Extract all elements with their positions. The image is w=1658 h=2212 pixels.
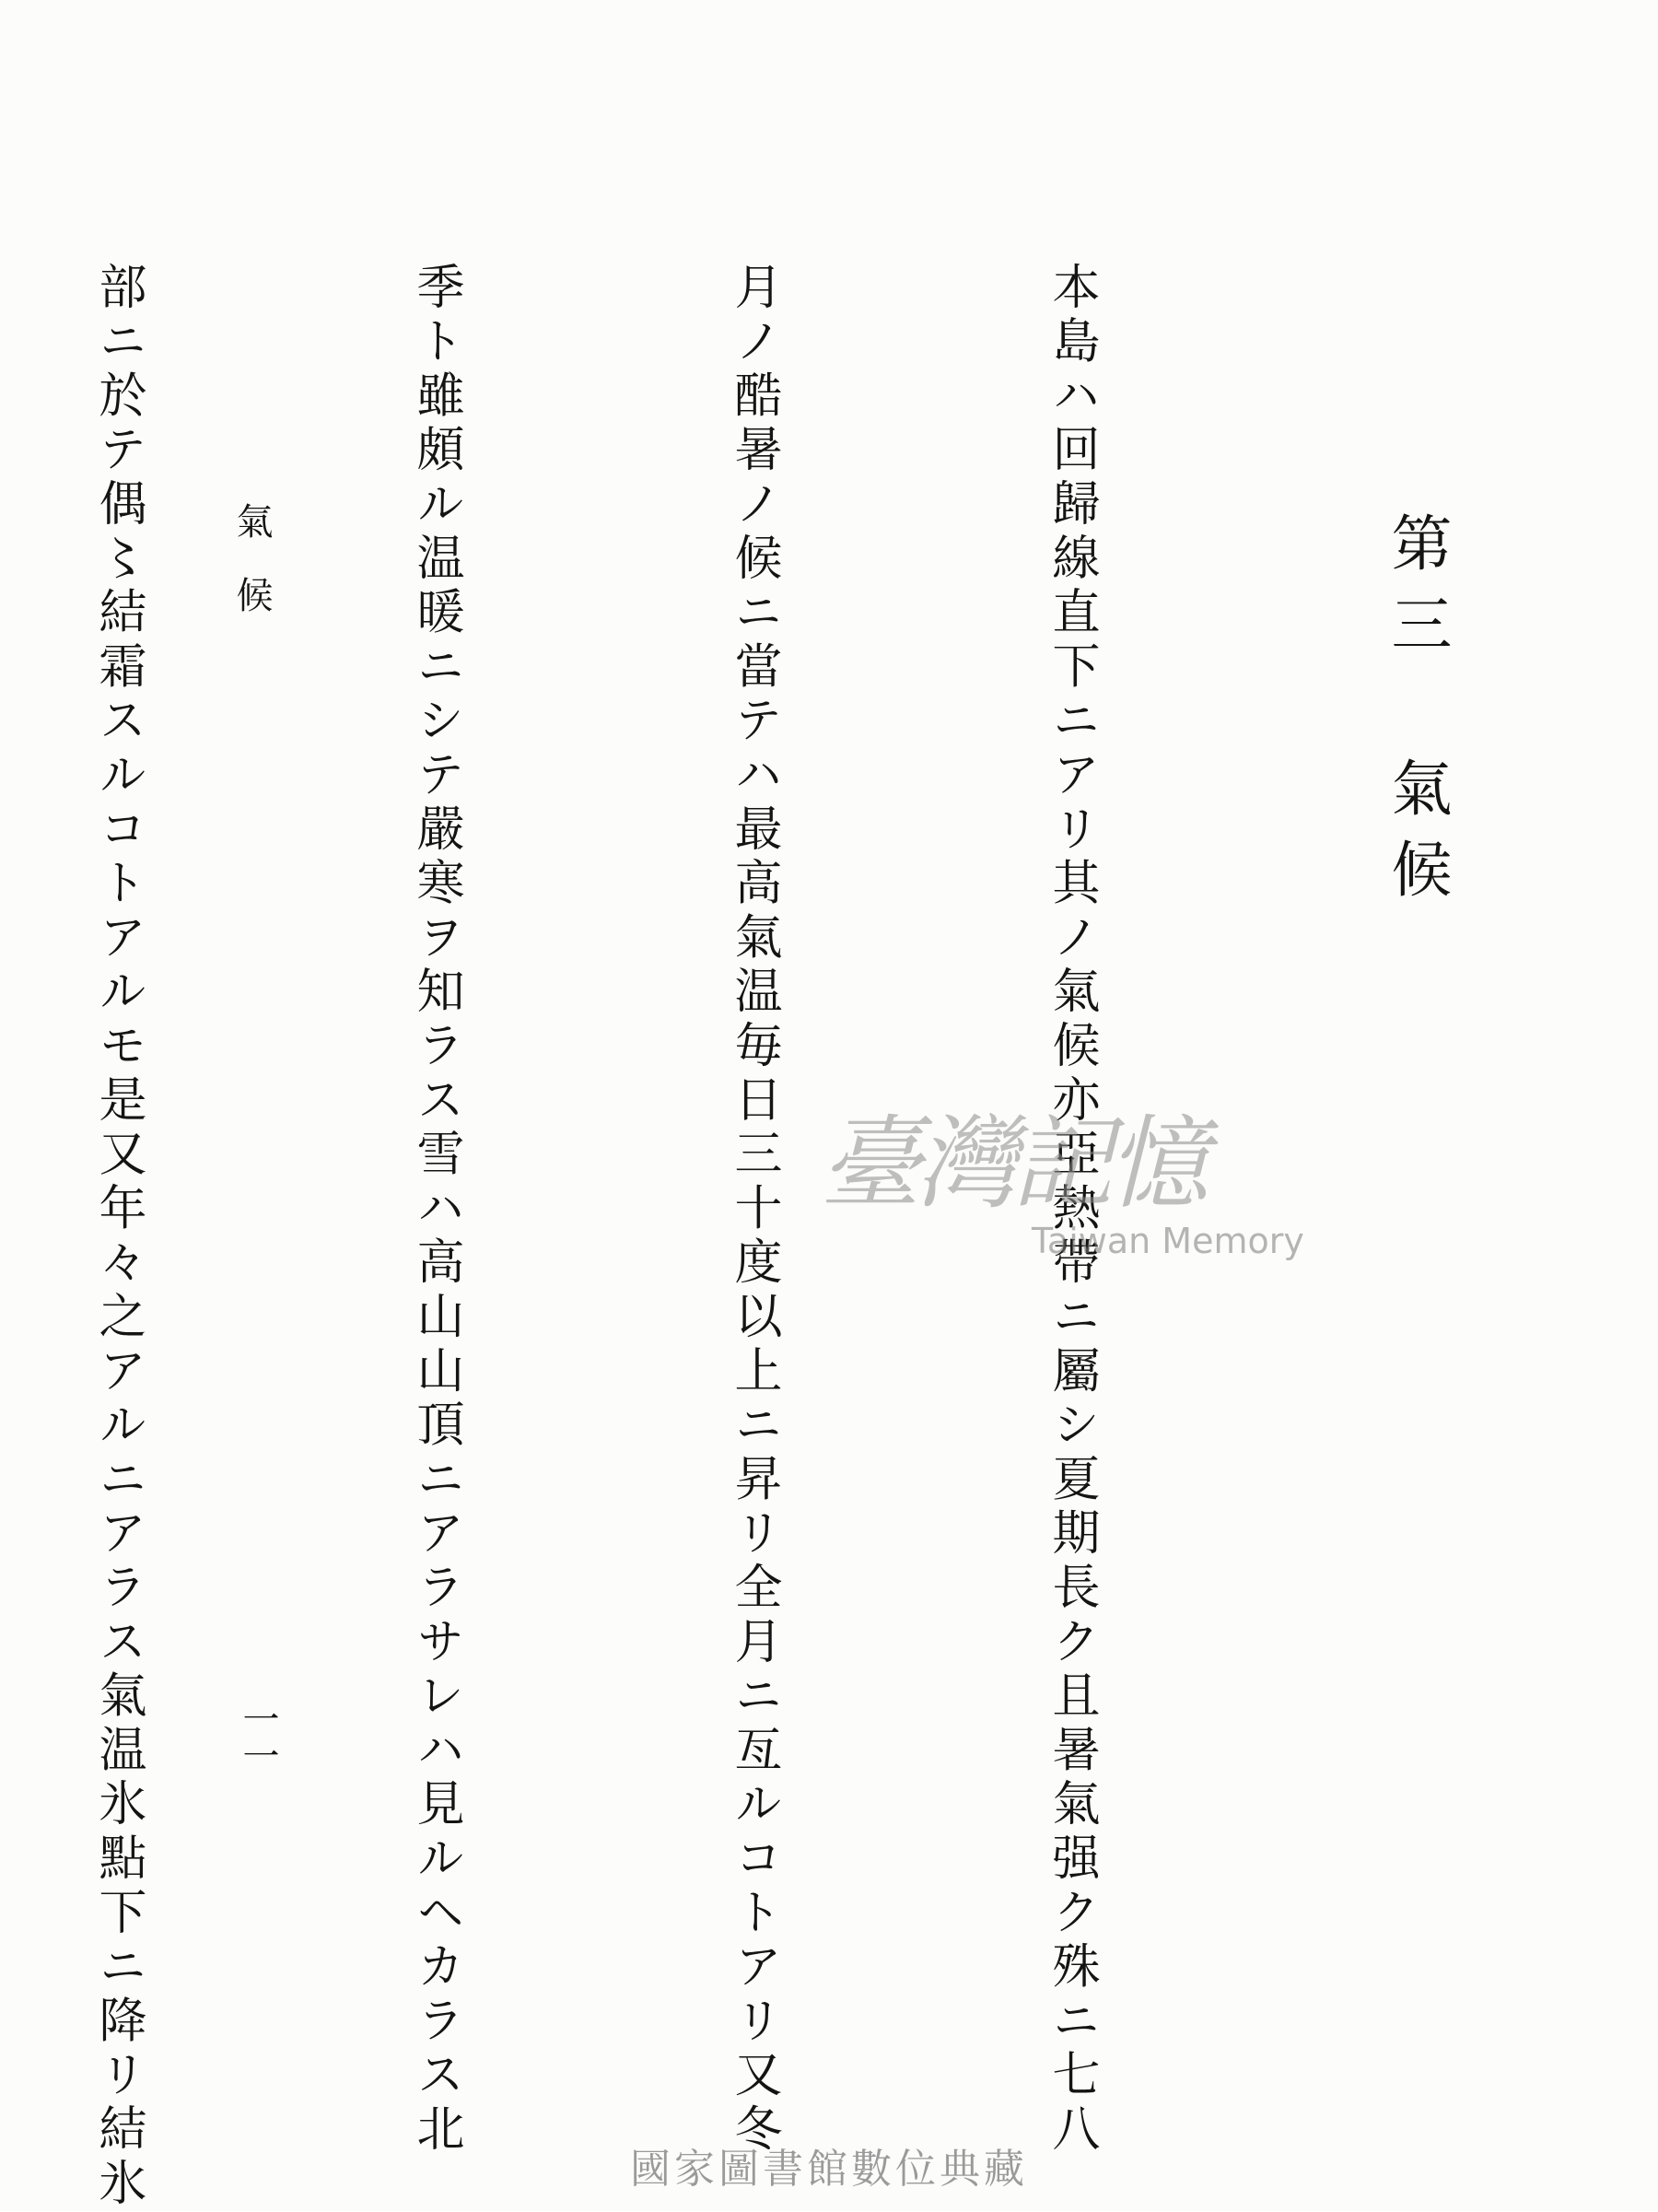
page-number: 一一 [237, 1700, 279, 1773]
watermark-logo-text: 臺灣記憶 [820, 1105, 1203, 1223]
chapter-title [1372, 511, 1460, 919]
body-line: 本島ハ回歸線直下ニアリ其ノ氣候亦亞熱帶ニ屬シ夏期長ク且暑氣强ク殊ニ七八 [1044, 262, 1099, 2158]
body-line: 部ニ於テ偶〻結霜スルコトアルモ是又年々之アルニアラス氣温氷點下ニ降リ結氷 [90, 262, 146, 2212]
body-line: 月ノ酷暑ノ候ニ當テハ最高氣温毎日三十度以上ニ昇リ全月ニ亙ルコトアリ又冬 [726, 262, 781, 2158]
chapter-number: 第三 [1381, 511, 1452, 673]
running-head: 氣候 [230, 502, 273, 650]
footer-credit: 國家圖書館數位典藏 [630, 2146, 1028, 2193]
watermark-caption: Taiwan Memory [1032, 1221, 1304, 1261]
chapter-name: 氣候 [1381, 756, 1452, 919]
body-line: 季ト雖頗ル温暖ニシテ嚴寒ヲ知ラス雪ハ高山山頂ニアラサレハ見ルヘカラス北 [408, 262, 463, 2158]
